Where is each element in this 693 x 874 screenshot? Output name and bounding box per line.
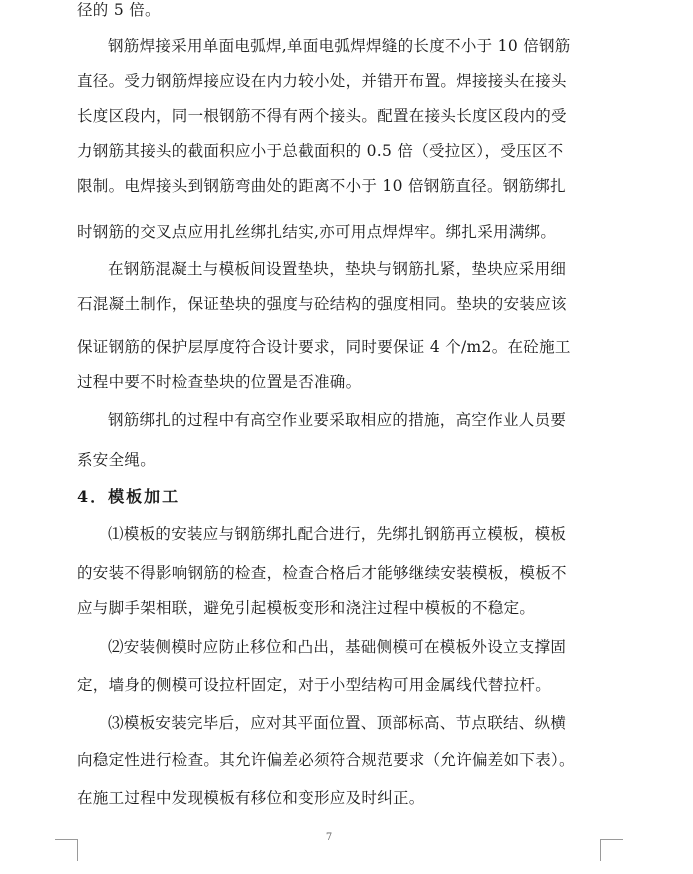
text-line: 保证钢筋的保护层厚度符合设计要求，同时要保证 4 个/m2。在砼施工 bbox=[77, 338, 571, 356]
text-line: 径的 5 倍。 bbox=[77, 1, 161, 19]
text-line: 直径。受力钢筋焊接应设在内力较小处，并错开布置。焊接接头在接头 bbox=[77, 72, 567, 90]
text-line: 定，墙身的侧模可设拉杆固定，对于小型结构可用金属线代替拉杆。 bbox=[77, 676, 552, 694]
page-number: 7 bbox=[325, 832, 333, 843]
text-line: 限制。电焊接头到钢筋弯曲处的距离不小于 10 倍钢筋直径。钢筋绑扎 bbox=[77, 177, 566, 195]
text-line: ⑵安装侧模时应防止移位和凸出，基础侧模可在模板外设立支撑固 bbox=[108, 638, 567, 656]
text-line: 钢筋焊接采用单面电弧焊,单面电弧焊焊缝的长度不小于 10 倍钢筋 bbox=[108, 37, 571, 55]
section-heading: 4．模板加工 bbox=[77, 487, 181, 506]
text-line: 石混凝土制作，保证垫块的强度与砼结构的强度相同。垫块的安装应该 bbox=[77, 295, 567, 313]
text-line: 向稳定性进行检查。其允许偏差必须符合规范要求（允许偏差如下表）。 bbox=[77, 751, 575, 769]
text-line: 长度区段内，同一根钢筋不得有两个接头。配置在接头长度区段内的受 bbox=[77, 107, 567, 125]
text-line: 过程中要不时检查垫块的位置是否准确。 bbox=[77, 373, 362, 391]
text-line: 在钢筋混凝土与模板间设置垫块，垫块与钢筋扎紧，垫块应采用细 bbox=[108, 260, 567, 278]
text-line: 在施工过程中发现模板有移位和变形应及时纠正。 bbox=[77, 789, 425, 807]
text-line: 系安全绳。 bbox=[77, 451, 157, 469]
text-line: 的安装不得影响钢筋的检查，检查合格后才能够继续安装模板，模板不 bbox=[77, 564, 567, 582]
text-line: ⑴模板的安装应与钢筋绑扎配合进行，先绑扎钢筋再立模板，模板 bbox=[108, 525, 567, 543]
crop-mark-right bbox=[600, 839, 623, 861]
text-line: 钢筋绑扎的过程中有高空作业要采取相应的措施，高空作业人员要 bbox=[108, 411, 567, 429]
text-line: 力钢筋其接头的截面积应小于总截面积的 0.5 倍（受拉区），受压区不 bbox=[77, 142, 564, 160]
text-line: ⑶模板安装完毕后，应对其平面位置、顶部标高、节点联结、纵横 bbox=[108, 714, 567, 732]
crop-mark-left bbox=[55, 839, 78, 861]
text-line: 时钢筋的交叉点应用扎丝绑扎结实,亦可用点焊焊牢。绑扎采用满绑。 bbox=[77, 223, 557, 241]
text-line: 应与脚手架相联，避免引起模板变形和浇注过程中模板的不稳定。 bbox=[77, 599, 536, 617]
